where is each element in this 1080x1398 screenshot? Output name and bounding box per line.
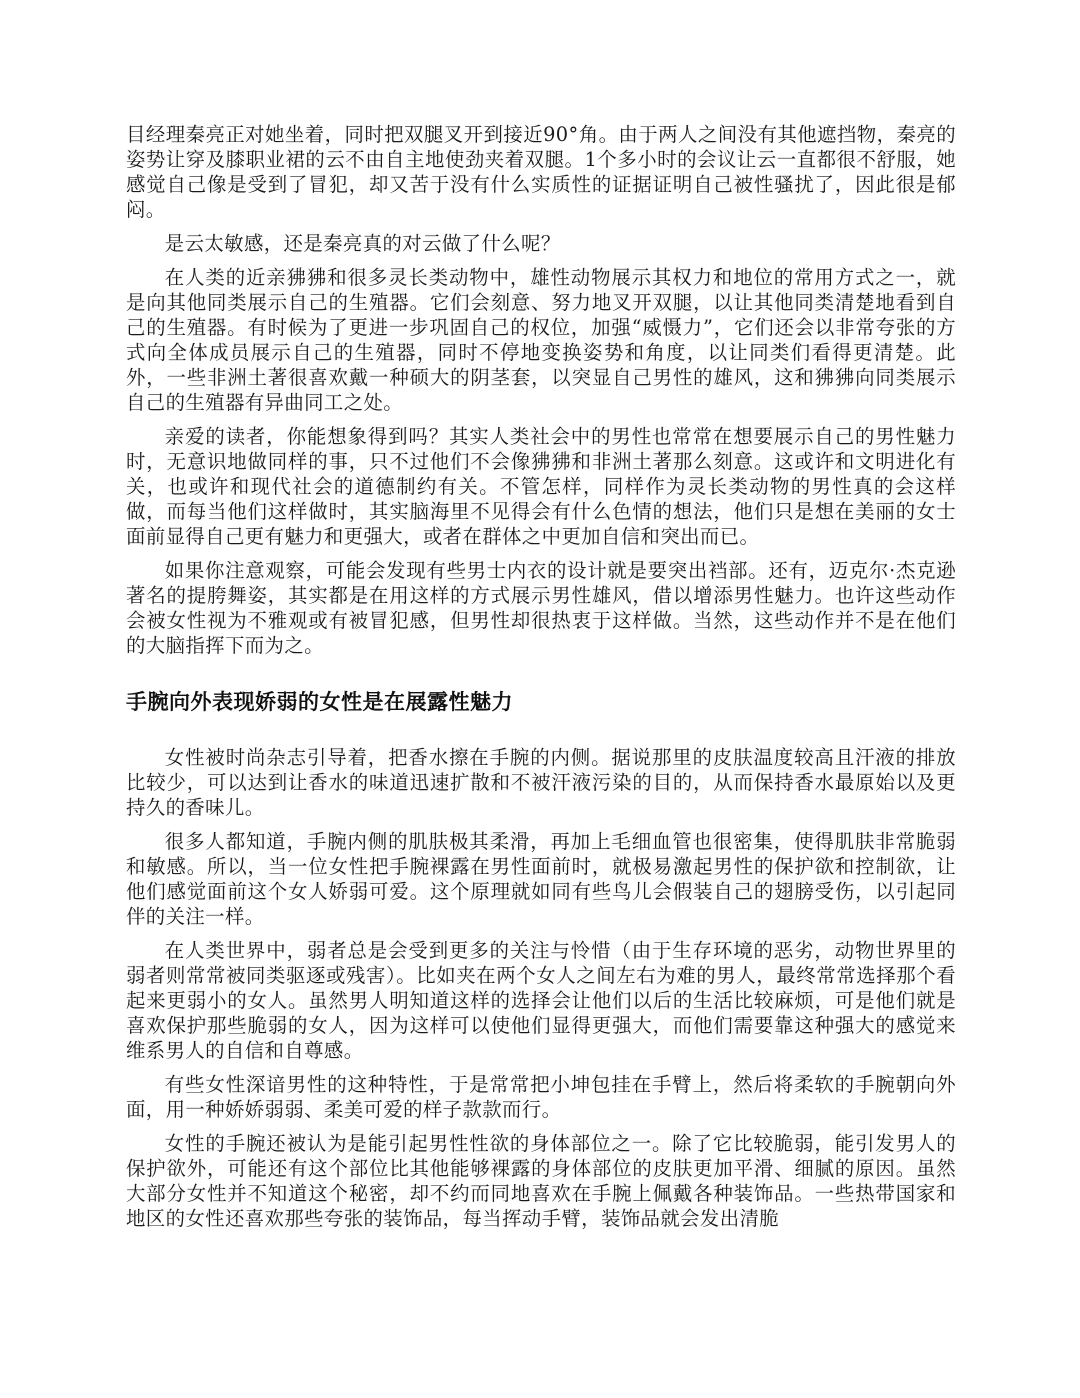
paragraph: 很多人都知道，手腕内侧的肌肤极其柔滑，再加上毛细血管也很密集，使得肌肤非常脆弱和敏感。所以，当一位女性把手腕裸露在男性面前时，就极易激起男性的保护欲和控制欲，让他们感觉面前这个女人娇弱可爱。这个原理就如同有些鸟儿会假装自己的翅膀受伤，以引起同伴的关注一样。 bbox=[126, 830, 956, 928]
paragraph: 女性的手腕还被认为是能引起男性性欲的身体部位之一。除了它比较脆弱，能引发男人的保护欲外，可能还有这个部位比其他能够裸露的身体部位的皮肤更加平滑、细腻的原因。虽然大部分女性并不知道这个秘密，却不约而同地喜欢在手腕上佩戴各种装饰品。一些热带国家和地区的女性还喜欢那些夸张的装饰品，每当挥动手臂，装饰品就会发出清脆 bbox=[126, 1132, 956, 1230]
paragraph: 有些女性深谙男性的这种特性，于是常常把小坤包挂在手臂上，然后将柔软的手腕朝向外面，用一种娇娇弱弱、柔美可爱的样子款款而行。 bbox=[126, 1073, 956, 1121]
document-page bbox=[126, 122, 956, 1240]
paragraph: 女性被时尚杂志引导着，把香水擦在手腕的内侧。据说那里的皮肤温度较高且汗液的排放比较少，可以达到让香水的味道迅速扩散和不被汗液污染的目的，从而保持香水最原始以及更持久的香味儿。 bbox=[126, 746, 956, 819]
paragraph: 在人类的近亲狒狒和很多灵长类动物中，雄性动物展示其权力和地位的常用方式之一，就是向其他同类展示自己的生殖器。它们会刻意、努力地叉开双腿，以让其他同类清楚地看到自己的生殖器。有时候为了更进一步巩固自己的权位，加强“威慑力”，它们还会以非常夸张的方式向全体成员展示自己的生殖器，同时不停地变换姿势和角度，以让同类们看得更清楚。此外，一些非洲土著很喜欢戴一种硕大的阴茎套，以突显自己男性的雄风，这和狒狒向同类展示自己的生殖器有异曲同工之处。 bbox=[126, 266, 956, 414]
paragraph: 在人类世界中，弱者总是会受到更多的关注与怜惜（由于生存环境的恶劣，动物世界里的弱者则常常被同类驱逐或残害）。比如夹在两个女人之间左右为难的男人，最终常常选择那个看起来更弱小的女人。虽然男人明知道这样的选择会让他们以后的生活比较麻烦，可是他们就是喜欢保护那些脆弱的女人，因为这样可以使他们显得更强大，而他们需要靠这种强大的感觉来维系男人的自信和自尊感。 bbox=[126, 939, 956, 1062]
section-heading: 手腕向外表现娇弱的女性是在展露性魅力 bbox=[126, 690, 513, 714]
paragraph: 如果你注意观察，可能会发现有些男士内衣的设计就是要突出裆部。还有，迈克尔·杰克逊著名的提胯舞姿，其实都是在用这样的方式展示男性雄风，借以增添男性魅力。也许这些动作会被女性视为不雅观或有被冒犯感，但男性却很热衷于这样做。当然，这些动作并不是在他们的大脑指挥下而为之。 bbox=[126, 559, 956, 657]
paragraph: 亲爱的读者，你能想象得到吗？其实人类社会中的男性也常常在想要展示自己的男性魅力时，无意识地做同样的事，只不过他们不会像狒狒和非洲土著那么刻意。这或许和文明进化有关，也或许和现代社会的道德制约有关。不管怎样，同样作为灵长类动物的男性真的会这样做，而每当他们这样做时，其实脑海里不见得会有什么色情的想法，他们只是想在美丽的女士面前显得自己更有魅力和更强大，或者在群体之中更加自信和突出而已。 bbox=[126, 425, 956, 548]
paragraph: 是云太敏感，还是秦亮真的对云做了什么呢？ bbox=[164, 232, 561, 255]
paragraph-continuation: 目经理秦亮正对她坐着，同时把双腿叉开到接近90°角。由于两人之间没有其他遮挡物，秦亮的姿势让穿及膝职业裙的云不由自主地使劲夹着双腿。1个多小时的会议让云一直都很不舒服，她感觉自己像是受到了冒犯，却又苦于没有什么实质性的证据证明自己被性骚扰了，因此很是郁闷。 bbox=[126, 123, 956, 221]
